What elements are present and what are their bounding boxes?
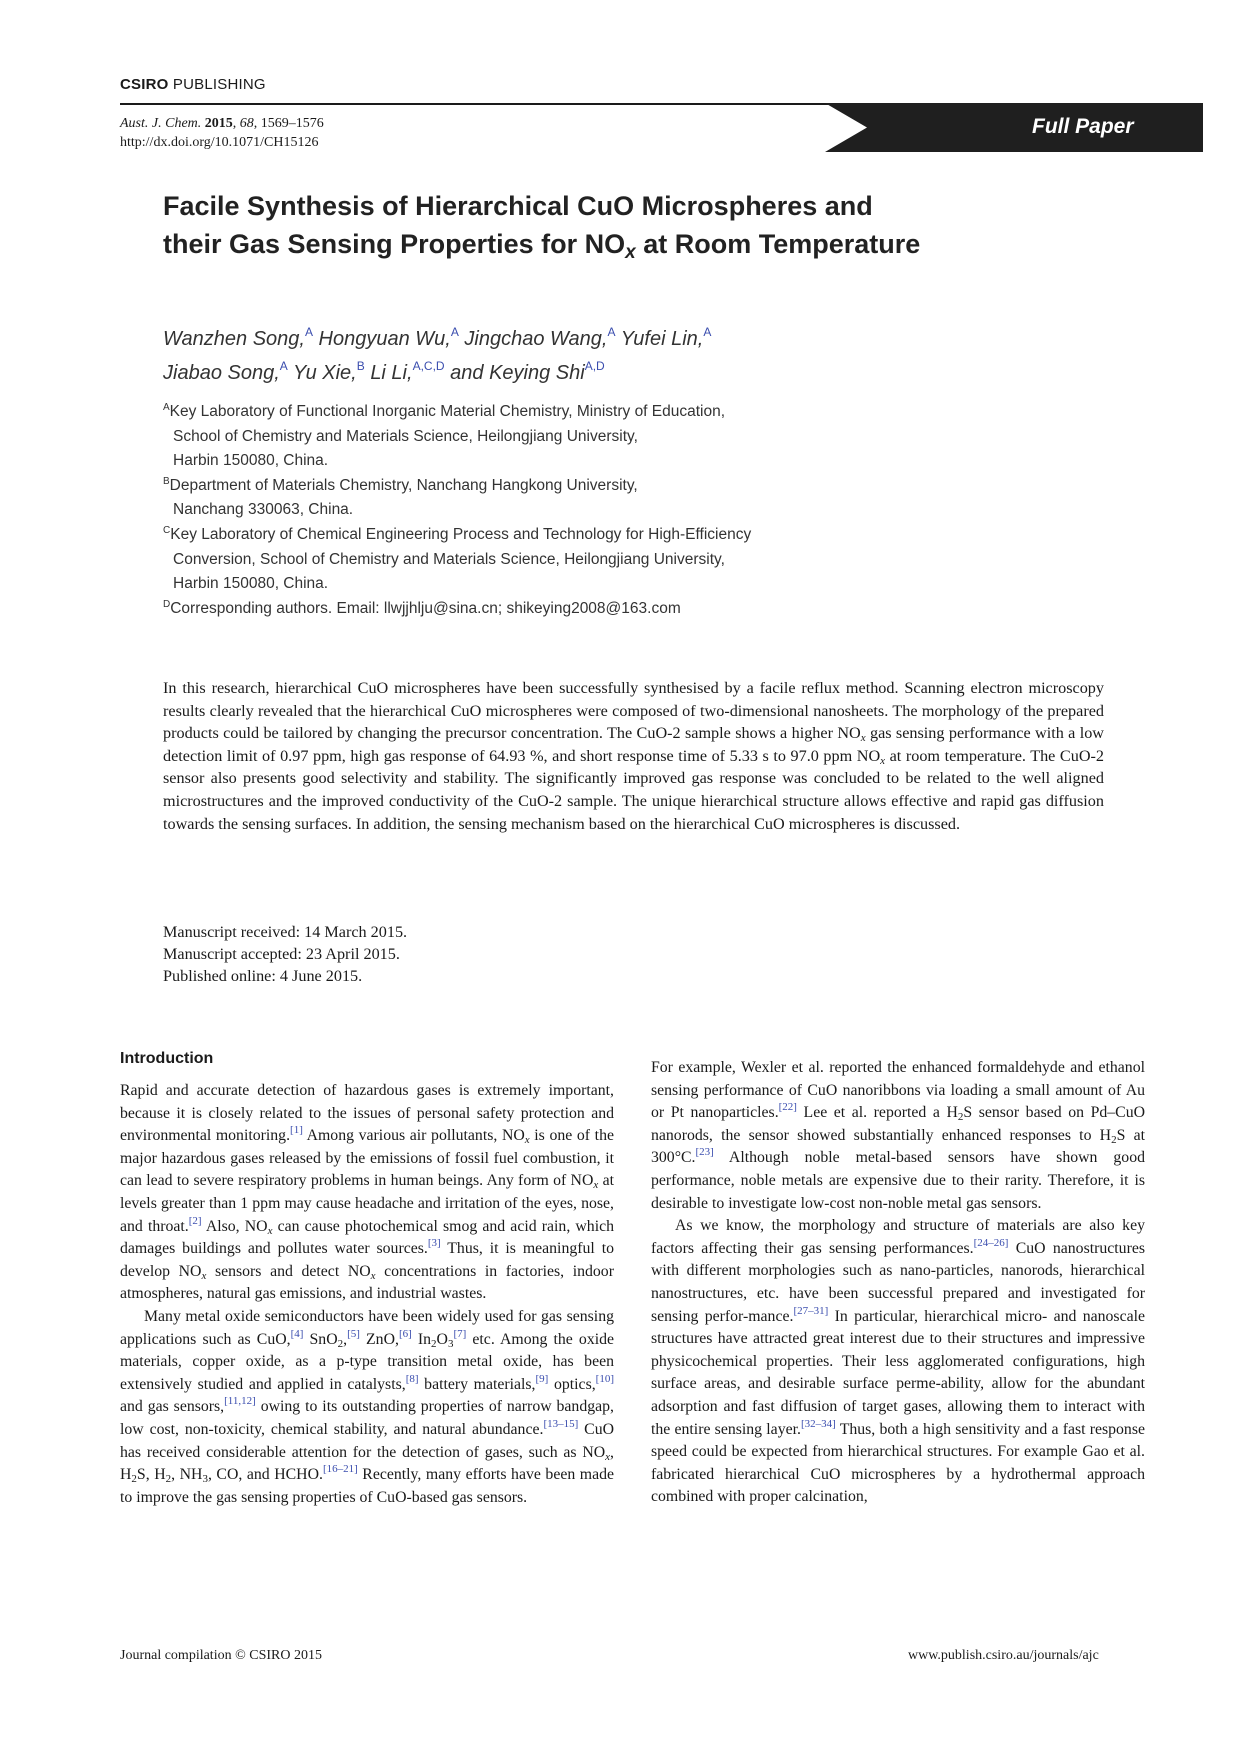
citation-ref[interactable]: [2] (188, 1214, 202, 1227)
author-line-1 (163, 319, 863, 353)
affiliation-line: $^C$Key Laboratory of Chemical Engineering Process and Technology for High-Efficiency (163, 524, 752, 543)
citation-ref[interactable]: [7] (453, 1327, 467, 1340)
paragraph: As we know, the morphology and structure of materials are also key factors affecting their gas sensing performances.[24–26] CuO nanostructures with different morphologies such as nano-particles, nanorods, hierarchical nanostructures, etc. have been successful prepared and investigated for sensing perfor-mance.[27–31] In particular, hierarchical micro- and nanoscale structures have attracted great interest due to their structures and impressive physicochemical properties. Their less agglomerated configurations, high surface areas, and desirable surface perme-ability, allow for the abundant adsorption and fast diffusion of target gases, allowing them to interact with the entire sensing layer.[32–34] Thus, both a high sensitivity and a fast response speed could be expected from hierarchical structures. For example Gao et al. fabricated hierarchical CuO microspheres by a hydrothermal approach combined with proper calcination, (651, 1217, 1145, 1506)
affiliation-line: $^B$Department of Materials Chemistry, Nanchang Hangkong University, (163, 475, 638, 494)
citation-ref[interactable]: [22] (778, 1101, 797, 1114)
journal-name: Aust. J. Chem. (120, 116, 202, 131)
affiliations (163, 400, 923, 621)
citation-ref[interactable]: [3] (427, 1237, 441, 1250)
author: Wanzhen Song,$^A$ (163, 325, 313, 350)
affiliation-line: Harbin 150080, China. (173, 575, 329, 593)
paragraph: Rapid and accurate detection of hazardous gases is extremely important, because it is closely related to the issues of personal safety protection and environmental monitoring.[1] Among various air pollutants, NOx is one of the major hazardous gases released by the emissions of fossil fuel combustion, it can lead to severe respiratory problems in human beings. Any form of NOx at levels greater than 1 ppm may cause headache and irritation of the eyes, nose, and throat.[2] Also, NOx can cause photochemical smog and acid rain, which damages buildings and pollutes water sources.[3] Thus, it is meaningful to develop NOx sensors and detect NOx concentrations in factories, indoor atmospheres, natural gas emissions, and industrial wastes. (120, 1082, 615, 1303)
citation (120, 114, 324, 152)
body-column-left (120, 1080, 614, 1509)
subscript: x (860, 732, 866, 745)
article-type-banner (825, 103, 1203, 152)
author: Hongyuan Wu,$^A$ (318, 325, 459, 350)
affiliation-line: Conversion, School of Chemistry and Materials Science, Heilongjiang University, (173, 550, 725, 568)
affiliation-line: Harbin 150080, China. (173, 452, 329, 470)
abstract (163, 677, 1104, 835)
author: Jingchao Wang,$^A$ (464, 325, 616, 350)
title-line-1: Facile Synthesis of Hierarchical CuO Microspheres and (163, 191, 873, 221)
author: Jiabao Song,$^A$ (163, 359, 288, 384)
paragraph: Many metal oxide semiconductors have been widely used for gas sensing applications such as CuO,[4] SnO2,[5] ZnO,[6] In2O3[7] etc. Among the oxide materials, copper oxide, as a p-type transition metal oxide, has been extensively studied and applied in catalysts,[8] battery materials,[9] optics,[10] and gas sensors,[11,12] owing to its outstanding properties of narrow bandgap, low cost, non-toxicity, chemical stability, and natural abundance.[13–15] CuO has received considerable attention for the detection of gases, such as NOx, H2S, H2, NH3, CO, and HCHO.[16–21] Recently, many efforts have been made to improve the gas sensing properties of CuO-based gas sensors. (120, 1307, 615, 1506)
abstract-text: gas sensing performance with a low detection limit of 0.97 ppm, high gas response of 64.93 %, and short response time of 5.33 s to 97.0 ppm NO (163, 724, 1104, 765)
journal-volume: 68 (239, 116, 254, 131)
published-date: Published online: 4 June 2015. (163, 967, 363, 985)
citation-ref[interactable]: [8] (405, 1372, 419, 1385)
citation-ref[interactable]: [24–26] (973, 1236, 1009, 1249)
title-line-2-post: at Room Temperature (635, 229, 921, 259)
footer-copyright: Journal compilation © CSIRO 2015 (120, 1648, 322, 1663)
citation-ref[interactable]: [9] (535, 1372, 549, 1385)
received-date: Manuscript received: 14 March 2015. (163, 923, 408, 941)
citation-line: Aust. J. Chem. 2015, 68, 1569–1576 (120, 116, 324, 131)
citation-ref[interactable]: [11,12] (224, 1395, 256, 1408)
publisher-name (120, 76, 266, 93)
affiliation-line: Nanchang 330063, China. (173, 501, 354, 519)
abstract-text: at room temperature. The CuO-2 sensor also presents good selectivity and stability. The significantly improved gas response was concluded to be related to the well aligned microstructures and the improved conductivity of the CuO-2 sample. The unique hierarchical structure allows effective and rapid gas diffusion towards the sensing surfaces. In addition, the sensing mechanism based on the hierarchical CuO microspheres is discussed. (163, 746, 1104, 833)
citation-ref[interactable]: [5] (347, 1327, 360, 1340)
body-column-right (651, 1057, 1145, 1509)
citation-ref[interactable]: [1] (290, 1124, 303, 1137)
author: Li Li,$^{A,C,D}$ (370, 359, 445, 384)
citation-ref[interactable]: [27–31] (793, 1304, 829, 1317)
journal-pages: , 1569–1576 (253, 116, 324, 131)
publisher-rest: PUBLISHING (168, 76, 266, 93)
doi-link[interactable]: http://dx.doi.org/10.1071/CH15126 (120, 135, 319, 150)
author: Yu Xie,$^B$ (292, 359, 365, 384)
author: Yufei Lin,$^A$ (620, 325, 712, 350)
citation-ref[interactable]: [32–34] (800, 1417, 836, 1430)
citation-ref[interactable]: [6] (398, 1327, 412, 1340)
corresponding-authors: $^D$Corresponding authors. Email: llwjjhlju@sina.cn; shikeying2008@163.com (163, 598, 681, 617)
affiliation-line: School of Chemistry and Materials Science, Heilongjiang University, (173, 427, 638, 445)
title-subscript: x (625, 242, 636, 263)
subscript: x (880, 754, 886, 767)
affiliation-line: $^A$Key Laboratory of Functional Inorganic Material Chemistry, Ministry of Education, (163, 402, 726, 420)
journal-year: 2015 (204, 116, 233, 131)
author-line-2 (163, 353, 863, 387)
article-type-label: Full Paper (1032, 115, 1134, 138)
paper-title (163, 187, 1063, 272)
abstract-text: In this research, hierarchical CuO microspheres have been successfully synthesised by a facile reflux method. Scanning electron microscopy results clearly revealed that the hierarchical CuO microspheres were composed of two-dimensional nanosheets. The morphology of the prepared products could be tailored by changing the precursor concentration. The CuO-2 sample shows a higher NO (163, 679, 1104, 743)
manuscript-history (163, 921, 407, 987)
citation-ref[interactable]: [4] (290, 1327, 304, 1340)
publisher-bold: CSIRO (120, 76, 169, 93)
author: and Keying Shi$^{A,D}$ (450, 359, 605, 384)
title-line-2 (163, 225, 1063, 272)
title-line-2-pre: their Gas Sensing Properties for NO (163, 229, 626, 259)
paragraph: For example, Wexler et al. reported the enhanced formaldehyde and ethanol sensing performance of CuO nanoribbons via loading a small amount of Au or Pt nanoparticles.[22] Lee et al. reported a H2S sensor based on Pd–CuO nanorods, the sensor showed substantially enhanced responses to H2S at 300°C.[23] Although noble metal-based sensors have shown good performance, noble metals are expensive due to their rarity. Therefore, it is desirable to investigate low-cost non-noble metal gas sensors. (651, 1059, 1145, 1212)
author-list (163, 319, 863, 387)
citation-ref[interactable]: [10] (595, 1372, 614, 1385)
citation-ref[interactable]: [13–15] (543, 1417, 579, 1430)
accepted-date: Manuscript accepted: 23 April 2015. (163, 945, 400, 963)
citation-ref[interactable]: [23] (695, 1146, 714, 1159)
citation-ref[interactable]: [16–21] (322, 1463, 358, 1476)
footer-journal-url[interactable]: www.publish.csiro.au/journals/ajc (908, 1648, 1099, 1663)
section-heading: Introduction (120, 1050, 214, 1067)
